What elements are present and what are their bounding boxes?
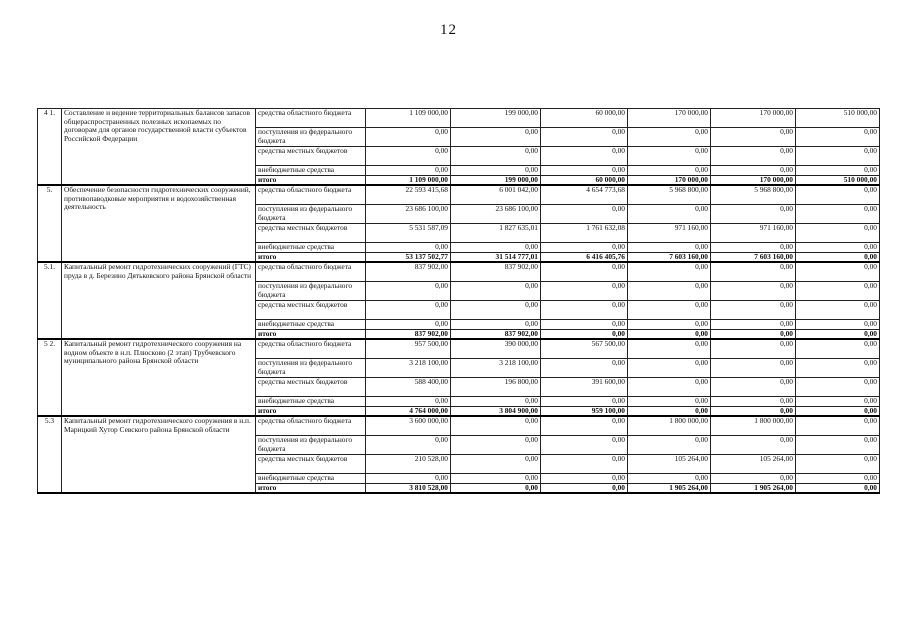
amount-cell: 0,00 bbox=[711, 320, 796, 330]
amount-cell: 210 528,00 bbox=[366, 455, 451, 474]
amount-cell: 0,00 bbox=[451, 166, 541, 176]
section-title: Капитальный ремонт гидротехнического сооружения на водном объекте в н.п. Плюсково (2 этап) Трубчевского муниципального района Брянской области bbox=[62, 339, 256, 416]
amount-cell: 0,00 bbox=[541, 416, 628, 436]
amount-cell: 0,00 bbox=[628, 474, 711, 484]
amount-cell: 0,00 bbox=[366, 474, 451, 484]
amount-cell: 0,00 bbox=[628, 166, 711, 176]
amount-cell: 0,00 bbox=[541, 301, 628, 320]
section-code: 5 2. bbox=[38, 339, 62, 416]
amount-cell: 0,00 bbox=[451, 455, 541, 474]
amount-cell: 0,00 bbox=[796, 320, 880, 330]
amount-cell: 0,00 bbox=[541, 282, 628, 301]
page-number: 12 bbox=[440, 22, 457, 38]
amount-cell: 0,00 bbox=[451, 301, 541, 320]
amount-cell: 971 160,00 bbox=[628, 224, 711, 243]
amount-cell: 837 902,00 bbox=[366, 262, 451, 282]
amount-cell: 0,00 bbox=[628, 301, 711, 320]
budget-table bbox=[37, 108, 880, 494]
section-title: Капитальный ремонт гидротехнических сооружений (ГТС) пруда в д. Березино Дятьковского района Брянской области bbox=[62, 262, 256, 339]
funding-source: средства местных бюджетов bbox=[256, 147, 366, 166]
amount-cell: 0,00 bbox=[796, 128, 880, 147]
funding-source: поступления из федерального бюджета bbox=[256, 359, 366, 378]
funding-source: средства местных бюджетов bbox=[256, 224, 366, 243]
amount-cell: 0,00 bbox=[796, 406, 880, 416]
amount-cell: 53 137 502,77 bbox=[366, 252, 451, 262]
amount-cell: 510 000,00 bbox=[796, 109, 880, 128]
amount-cell: 0,00 bbox=[451, 483, 541, 493]
section-code: 4 1. bbox=[38, 109, 62, 186]
table-row bbox=[38, 262, 880, 282]
amount-cell: 5 968 800,00 bbox=[628, 185, 711, 205]
amount-cell: 0,00 bbox=[541, 243, 628, 253]
amount-cell: 60 000,00 bbox=[541, 175, 628, 185]
amount-cell: 0,00 bbox=[796, 205, 880, 224]
amount-cell: 3 804 900,00 bbox=[451, 406, 541, 416]
amount-cell: 957 500,00 bbox=[366, 339, 451, 359]
amount-cell: 22 593 415,68 bbox=[366, 185, 451, 205]
amount-cell: 0,00 bbox=[796, 416, 880, 436]
amount-cell: 837 902,00 bbox=[451, 329, 541, 339]
amount-cell: 0,00 bbox=[541, 359, 628, 378]
amount-cell: 0,00 bbox=[541, 436, 628, 455]
amount-cell: 170 000,00 bbox=[711, 109, 796, 128]
amount-cell: 0,00 bbox=[711, 243, 796, 253]
amount-cell: 0,00 bbox=[366, 436, 451, 455]
amount-cell: 0,00 bbox=[796, 455, 880, 474]
amount-cell: 837 902,00 bbox=[451, 262, 541, 282]
funding-source: поступления из федерального бюджета bbox=[256, 282, 366, 301]
funding-source: средства областного бюджета bbox=[256, 262, 366, 282]
amount-cell: 31 514 777,01 bbox=[451, 252, 541, 262]
amount-cell: 0,00 bbox=[541, 329, 628, 339]
amount-cell: 4 764 000,00 bbox=[366, 406, 451, 416]
funding-source: итого bbox=[256, 329, 366, 339]
funding-source: средства областного бюджета bbox=[256, 416, 366, 436]
amount-cell: 0,00 bbox=[711, 474, 796, 484]
amount-cell: 0,00 bbox=[451, 474, 541, 484]
amount-cell: 0,00 bbox=[796, 262, 880, 282]
amount-cell: 0,00 bbox=[711, 128, 796, 147]
amount-cell: 4 654 773,68 bbox=[541, 185, 628, 205]
funding-source: итого bbox=[256, 175, 366, 185]
amount-cell: 0,00 bbox=[628, 262, 711, 282]
amount-cell: 0,00 bbox=[711, 339, 796, 359]
amount-cell: 0,00 bbox=[796, 359, 880, 378]
table-row bbox=[38, 109, 880, 128]
amount-cell: 0,00 bbox=[796, 147, 880, 166]
amount-cell: 0,00 bbox=[711, 397, 796, 407]
section-code: 5.3 bbox=[38, 416, 62, 493]
amount-cell: 0,00 bbox=[366, 147, 451, 166]
amount-cell: 0,00 bbox=[628, 359, 711, 378]
amount-cell: 567 500,00 bbox=[541, 339, 628, 359]
amount-cell: 0,00 bbox=[711, 166, 796, 176]
amount-cell: 105 264,00 bbox=[711, 455, 796, 474]
amount-cell: 0,00 bbox=[366, 128, 451, 147]
funding-source: внебюджетные средства bbox=[256, 166, 366, 176]
amount-cell: 0,00 bbox=[796, 224, 880, 243]
amount-cell: 0,00 bbox=[628, 339, 711, 359]
amount-cell: 0,00 bbox=[796, 301, 880, 320]
amount-cell: 170 000,00 bbox=[711, 175, 796, 185]
funding-source: итого bbox=[256, 252, 366, 262]
amount-cell: 0,00 bbox=[796, 282, 880, 301]
amount-cell: 7 603 160,00 bbox=[628, 252, 711, 262]
amount-cell: 0,00 bbox=[711, 282, 796, 301]
amount-cell: 0,00 bbox=[541, 320, 628, 330]
funding-source: внебюджетные средства bbox=[256, 474, 366, 484]
amount-cell: 0,00 bbox=[628, 329, 711, 339]
amount-cell: 0,00 bbox=[796, 378, 880, 397]
amount-cell: 3 218 100,00 bbox=[366, 359, 451, 378]
amount-cell: 837 902,00 bbox=[366, 329, 451, 339]
amount-cell: 0,00 bbox=[366, 320, 451, 330]
amount-cell: 0,00 bbox=[628, 378, 711, 397]
amount-cell: 1 761 632,08 bbox=[541, 224, 628, 243]
amount-cell: 0,00 bbox=[711, 406, 796, 416]
amount-cell: 0,00 bbox=[711, 329, 796, 339]
amount-cell: 0,00 bbox=[366, 397, 451, 407]
amount-cell: 170 000,00 bbox=[628, 175, 711, 185]
amount-cell: 3 810 528,00 bbox=[366, 483, 451, 493]
amount-cell: 23 686 100,00 bbox=[366, 205, 451, 224]
section-code: 5.1. bbox=[38, 262, 62, 339]
amount-cell: 0,00 bbox=[541, 166, 628, 176]
amount-cell: 6 001 042,00 bbox=[451, 185, 541, 205]
amount-cell: 0,00 bbox=[451, 397, 541, 407]
amount-cell: 1 905 264,00 bbox=[628, 483, 711, 493]
amount-cell: 0,00 bbox=[711, 262, 796, 282]
funding-source: внебюджетные средства bbox=[256, 243, 366, 253]
amount-cell: 23 686 100,00 bbox=[451, 205, 541, 224]
amount-cell: 0,00 bbox=[628, 128, 711, 147]
amount-cell: 971 160,00 bbox=[711, 224, 796, 243]
amount-cell: 196 800,00 bbox=[451, 378, 541, 397]
section-code: 5. bbox=[38, 185, 62, 262]
table-row bbox=[38, 339, 880, 359]
amount-cell: 0,00 bbox=[628, 436, 711, 455]
amount-cell: 0,00 bbox=[451, 416, 541, 436]
amount-cell: 1 800 000,00 bbox=[628, 416, 711, 436]
funding-source: итого bbox=[256, 406, 366, 416]
amount-cell: 0,00 bbox=[366, 166, 451, 176]
amount-cell: 1 827 635,01 bbox=[451, 224, 541, 243]
amount-cell: 199 000,00 bbox=[451, 175, 541, 185]
amount-cell: 0,00 bbox=[451, 128, 541, 147]
table-row bbox=[38, 416, 880, 436]
table-row bbox=[38, 185, 880, 205]
amount-cell: 0,00 bbox=[796, 436, 880, 455]
amount-cell: 0,00 bbox=[711, 205, 796, 224]
amount-cell: 1 109 000,00 bbox=[366, 175, 451, 185]
amount-cell: 0,00 bbox=[796, 252, 880, 262]
amount-cell: 0,00 bbox=[366, 243, 451, 253]
amount-cell: 1 800 000,00 bbox=[711, 416, 796, 436]
amount-cell: 0,00 bbox=[796, 166, 880, 176]
funding-source: средства областного бюджета bbox=[256, 339, 366, 359]
section-title: Капитальный ремонт гидротехнического сооружения в н.п. Марицкий Хутор Севского района Брянской области bbox=[62, 416, 256, 493]
amount-cell: 0,00 bbox=[541, 483, 628, 493]
amount-cell: 3 218 100,00 bbox=[451, 359, 541, 378]
amount-cell: 7 603 160,00 bbox=[711, 252, 796, 262]
amount-cell: 1 905 264,00 bbox=[711, 483, 796, 493]
amount-cell: 0,00 bbox=[628, 205, 711, 224]
amount-cell: 0,00 bbox=[628, 397, 711, 407]
amount-cell: 0,00 bbox=[628, 406, 711, 416]
amount-cell: 0,00 bbox=[541, 147, 628, 166]
amount-cell: 0,00 bbox=[711, 147, 796, 166]
section-title: Составление и ведение территориальных балансов запасов общераспространенных полезных ископаемых по договорам для органов государственной власти субъектов Российской Федерации bbox=[62, 109, 256, 186]
amount-cell: 0,00 bbox=[796, 339, 880, 359]
amount-cell: 199 000,00 bbox=[451, 109, 541, 128]
amount-cell: 0,00 bbox=[711, 436, 796, 455]
amount-cell: 170 000,00 bbox=[628, 109, 711, 128]
amount-cell: 959 100,00 bbox=[541, 406, 628, 416]
funding-source: средства областного бюджета bbox=[256, 185, 366, 205]
amount-cell: 105 264,00 bbox=[628, 455, 711, 474]
funding-source: поступления из федерального бюджета bbox=[256, 436, 366, 455]
amount-cell: 391 600,00 bbox=[541, 378, 628, 397]
amount-cell: 1 109 000,00 bbox=[366, 109, 451, 128]
amount-cell: 0,00 bbox=[711, 301, 796, 320]
amount-cell: 0,00 bbox=[541, 455, 628, 474]
amount-cell: 0,00 bbox=[796, 185, 880, 205]
amount-cell: 0,00 bbox=[796, 243, 880, 253]
amount-cell: 0,00 bbox=[796, 483, 880, 493]
amount-cell: 0,00 bbox=[541, 262, 628, 282]
amount-cell: 510 000,00 bbox=[796, 175, 880, 185]
amount-cell: 588 400,00 bbox=[366, 378, 451, 397]
amount-cell: 5 531 587,09 bbox=[366, 224, 451, 243]
amount-cell: 0,00 bbox=[366, 282, 451, 301]
amount-cell: 3 600 000,00 bbox=[366, 416, 451, 436]
amount-cell: 0,00 bbox=[796, 329, 880, 339]
amount-cell: 6 416 405,76 bbox=[541, 252, 628, 262]
funding-source: средства областного бюджета bbox=[256, 109, 366, 128]
amount-cell: 0,00 bbox=[711, 359, 796, 378]
amount-cell: 390 000,00 bbox=[451, 339, 541, 359]
amount-cell: 0,00 bbox=[366, 301, 451, 320]
amount-cell: 0,00 bbox=[628, 320, 711, 330]
section-title: Обеспечение безопасности гидротехнических сооружений, противопаводковые мероприятия и водохозяйственная деятельность bbox=[62, 185, 256, 262]
amount-cell: 0,00 bbox=[451, 436, 541, 455]
amount-cell: 0,00 bbox=[796, 474, 880, 484]
funding-source: поступления из федерального бюджета bbox=[256, 205, 366, 224]
funding-source: внебюджетные средства bbox=[256, 320, 366, 330]
funding-source: итого bbox=[256, 483, 366, 493]
amount-cell: 0,00 bbox=[541, 205, 628, 224]
amount-cell: 0,00 bbox=[541, 128, 628, 147]
funding-source: средства местных бюджетов bbox=[256, 378, 366, 397]
funding-source: внебюджетные средства bbox=[256, 397, 366, 407]
amount-cell: 0,00 bbox=[628, 243, 711, 253]
amount-cell: 0,00 bbox=[628, 147, 711, 166]
funding-source: поступления из федерального бюджета bbox=[256, 128, 366, 147]
amount-cell: 0,00 bbox=[451, 320, 541, 330]
amount-cell: 0,00 bbox=[628, 282, 711, 301]
amount-cell: 0,00 bbox=[796, 397, 880, 407]
amount-cell: 60 000,00 bbox=[541, 109, 628, 128]
amount-cell: 0,00 bbox=[451, 243, 541, 253]
amount-cell: 0,00 bbox=[451, 147, 541, 166]
amount-cell: 5 968 800,00 bbox=[711, 185, 796, 205]
funding-source: средства местных бюджетов bbox=[256, 301, 366, 320]
amount-cell: 0,00 bbox=[451, 282, 541, 301]
funding-source: средства местных бюджетов bbox=[256, 455, 366, 474]
amount-cell: 0,00 bbox=[541, 474, 628, 484]
amount-cell: 0,00 bbox=[541, 397, 628, 407]
amount-cell: 0,00 bbox=[711, 378, 796, 397]
